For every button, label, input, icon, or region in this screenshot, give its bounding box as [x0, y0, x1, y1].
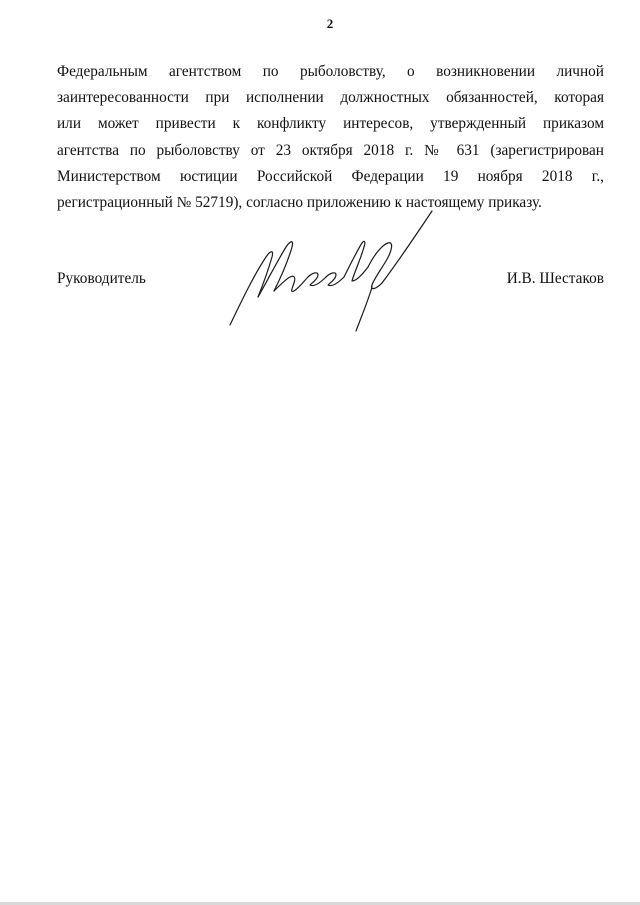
body-line-1: Федеральным агентством по рыболовству, о возникновении личной: [57, 63, 604, 80]
signatory-name: И.В. Шестаков: [506, 270, 604, 287]
body-line-5: Министерством юстиции Российской Федерации 19 ноября 2018 г.,: [57, 167, 604, 185]
page-number: 2: [326, 16, 334, 31]
body-line-6: регистрационный № 52719), согласно приложению к настоящему приказу.: [57, 193, 542, 211]
body-line-3: или может привести к конфликту интересов, утвержденный приказом: [57, 115, 604, 133]
body-line-4: агентства по рыболовству от 23 октября 2018 г. № 631 (зарегистрирован: [57, 141, 604, 159]
signature-role: Руководитель: [57, 270, 146, 287]
handwritten-signature: [222, 205, 447, 335]
body-paragraph: [57, 59, 604, 216]
body-line-2: заинтересованности при исполнении должностных обязанностей, которая: [57, 89, 604, 107]
